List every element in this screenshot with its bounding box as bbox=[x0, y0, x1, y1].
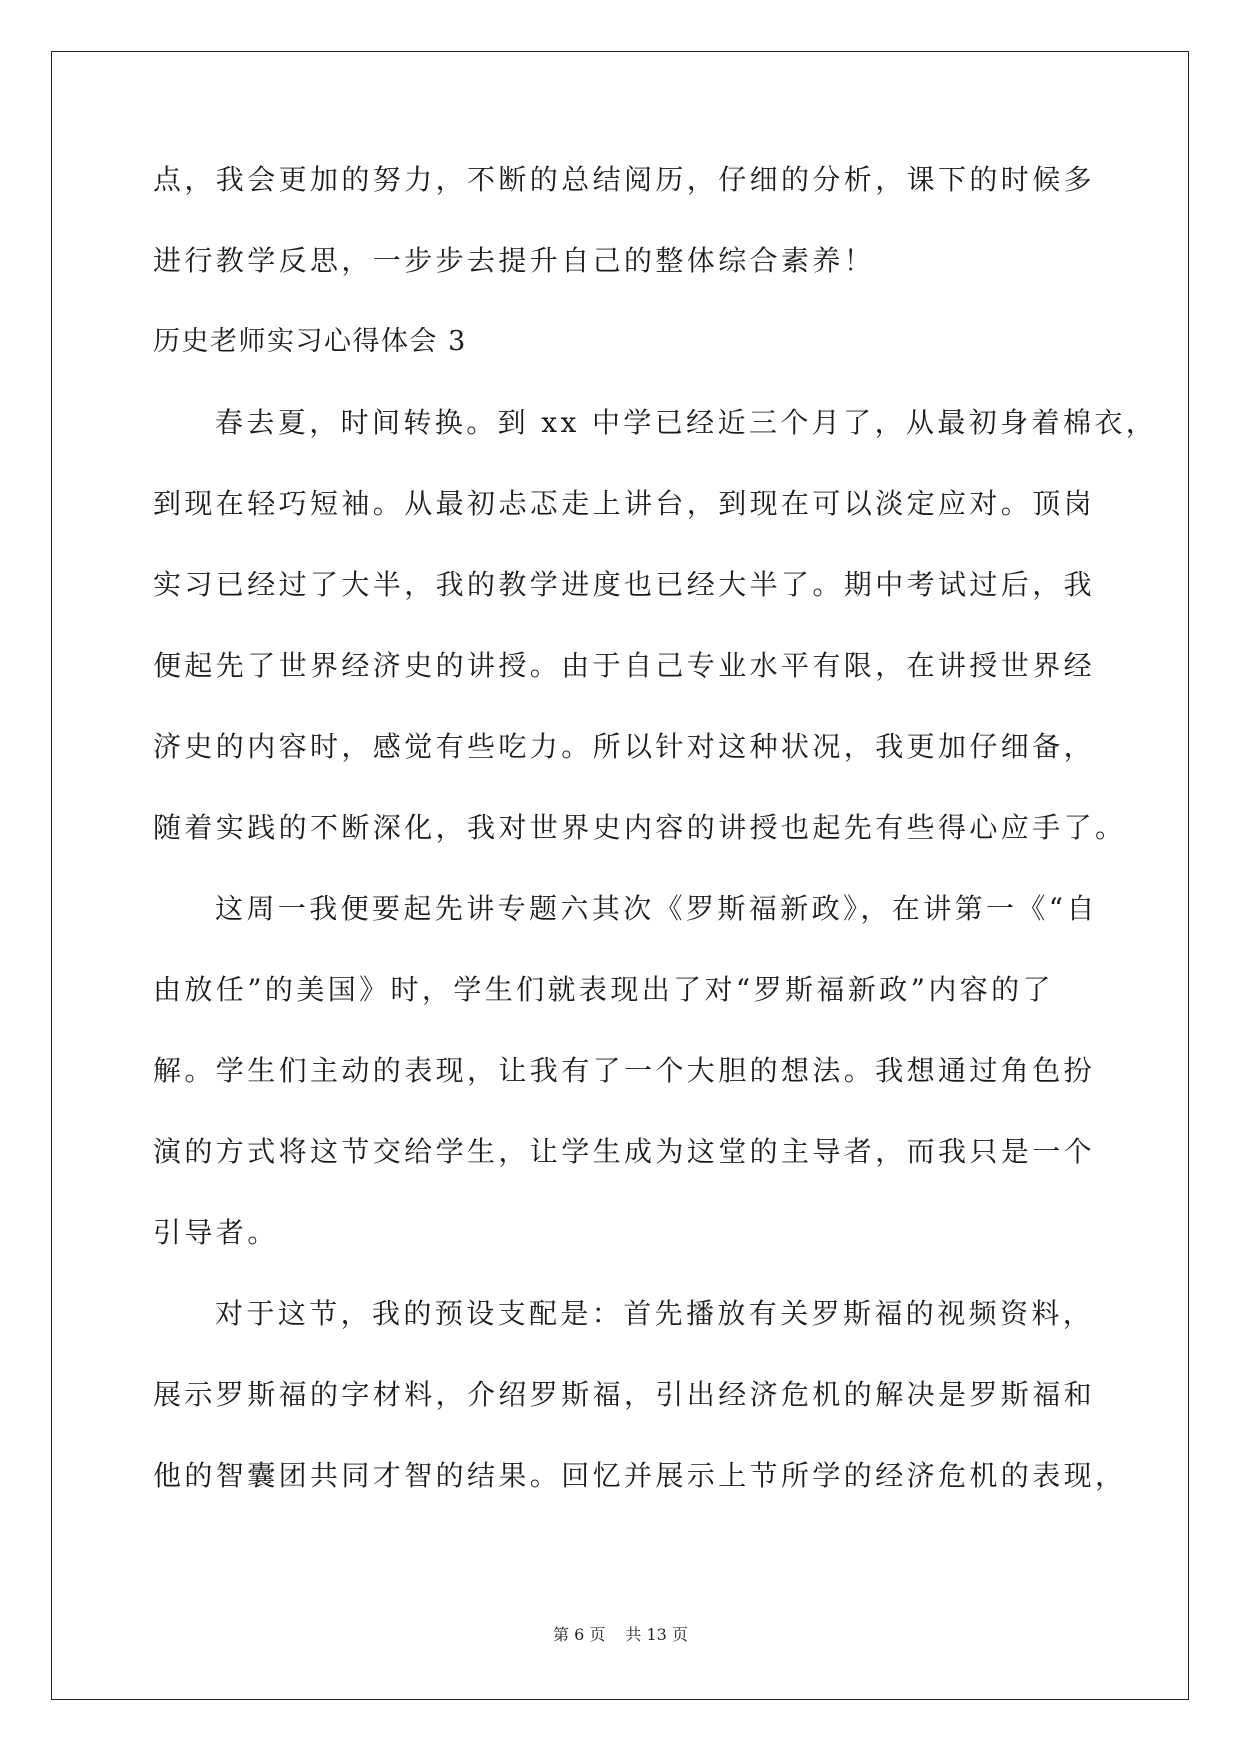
paragraph-start: 对于这节，我的预设支配是：首先播放有关罗斯福的视频资料， bbox=[215, 1297, 1095, 1330]
text-line: 进行教学反思，一步步去提升自己的整体综合素养！ bbox=[153, 244, 876, 277]
text-line: 解。学生们主动的表现，让我有了一个大胆的想法。我想通过角色扮 bbox=[153, 1054, 1096, 1087]
document-body bbox=[153, 160, 1158, 1496]
text-line: 他的智囊团共同才智的结果。回忆并展示上节所学的经济危机的表现， bbox=[153, 1459, 1127, 1492]
text-line: 展示罗斯福的字材料，介绍罗斯福，引出经济危机的解决是罗斯福和 bbox=[153, 1378, 1096, 1411]
text-line: 随着实践的不断深化，我对世界史内容的讲授也起先有些得心应手了。 bbox=[153, 811, 1127, 844]
section-heading: 历史老师实习心得体会 3 bbox=[153, 326, 467, 357]
paragraph-start: 春去夏，时间转换。到 xx 中学已经近三个月了，从最初身着棉衣， bbox=[215, 406, 1158, 439]
paragraph-start: 这周一我便要起先讲专题六其次《罗斯福新政》，在讲第一《“自 bbox=[215, 892, 1098, 925]
total-pages: 共 13 页 bbox=[625, 1625, 688, 1644]
text-line: 由放任”的美国》时，学生们就表现出了对“罗斯福新政”内容的了 bbox=[153, 973, 1054, 1006]
text-line: 点，我会更加的努力，不断的总结阅历，仔细的分析，课下的时候多 bbox=[153, 163, 1096, 196]
text-line: 济史的内容时，感觉有些吃力。所以针对这种状况，我更加仔细备， bbox=[153, 730, 1096, 763]
text-line: 演的方式将这节交给学生，让学生成为这堂的主导者，而我只是一个 bbox=[153, 1135, 1096, 1168]
text-line: 引导者。 bbox=[153, 1216, 279, 1249]
text-line: 实习已经过了大半，我的教学进度也已经大半了。期中考试过后，我 bbox=[153, 568, 1096, 601]
text-line: 便起先了世界经济史的讲授。由于自己专业水平有限，在讲授世界经 bbox=[153, 649, 1096, 682]
text-line: 到现在轻巧短袖。从最初忐忑走上讲台，到现在可以淡定应对。顶岗 bbox=[153, 487, 1096, 520]
page-footer bbox=[0, 1624, 1241, 1646]
page-number: 第 6 页 bbox=[553, 1625, 606, 1644]
